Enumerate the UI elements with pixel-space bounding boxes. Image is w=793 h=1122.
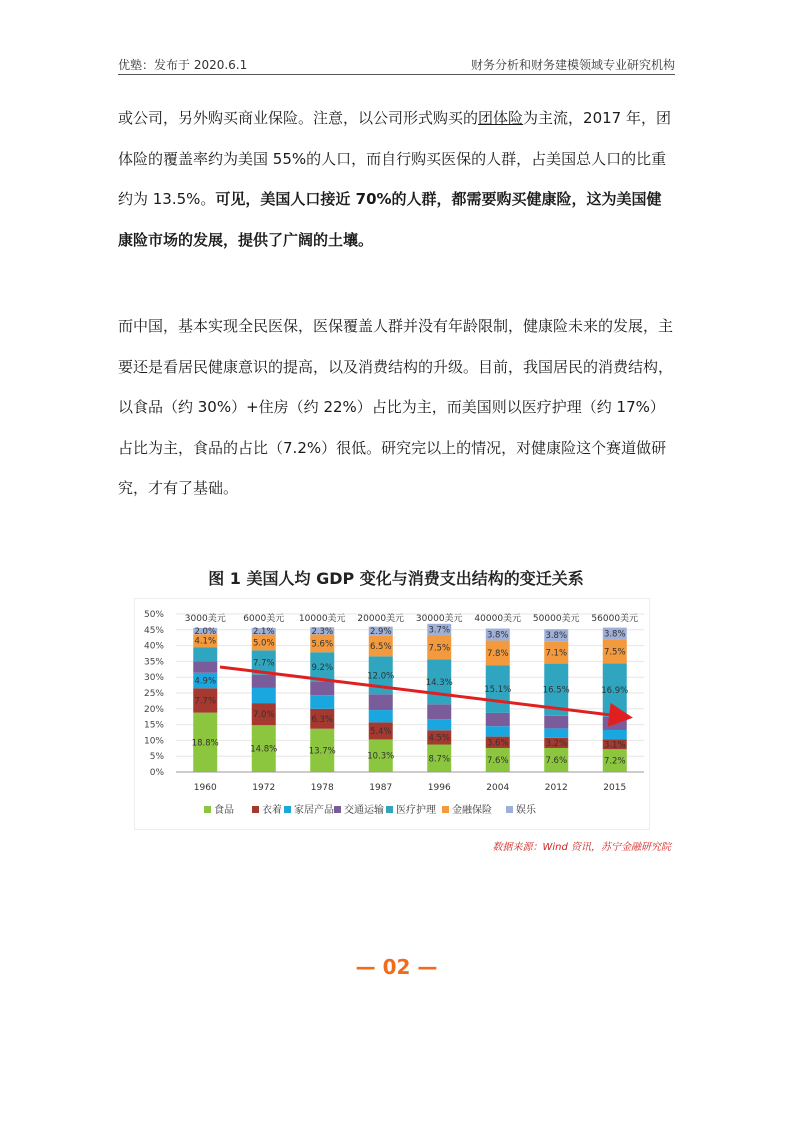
legend-swatch <box>506 806 513 813</box>
legend-swatch <box>284 806 291 813</box>
data-label: 18.8% <box>191 738 219 749</box>
bar-segment <box>252 688 276 703</box>
bar-segment <box>603 730 627 739</box>
data-label: 7.1% <box>545 648 568 659</box>
data-label: 2.1% <box>252 627 275 638</box>
bar-segment <box>369 710 393 722</box>
bar-segment <box>603 717 627 730</box>
data-label: 3.1% <box>603 740 626 751</box>
data-label: 9.2% <box>311 662 334 673</box>
data-label: 5.6% <box>311 639 334 650</box>
data-label: 7.6% <box>545 755 568 766</box>
legend-swatch <box>252 806 259 813</box>
data-label: 15.1% <box>484 685 512 696</box>
data-label: 4.9% <box>194 676 217 687</box>
y-tick-label: 50% <box>143 610 164 620</box>
data-label: 2.9% <box>369 627 392 638</box>
y-tick-label: 0% <box>149 768 164 778</box>
header-right: 财务分析和财务建模领域专业研究机构 <box>470 58 675 72</box>
y-tick-label: 30% <box>143 673 164 684</box>
data-label: 7.6% <box>486 755 509 766</box>
gdp-label: 30000美元 <box>415 614 463 624</box>
paragraph-2: 而中国，基本实现全民医保，医保覆盖人群并没有年龄限制，健康险未来的发展，主要还是看居民健康意识的提高，以及消费结构的升级。目前，我国居民的消费结构，以食品（约 30%）+住房（约 22%）占比为主，而美国则以医疗护理（约 17%）占比为主，食品的占比（7.2%）很低。研究完以上的情况，对健康险这个赛道做研究，才有了基础。 <box>118 317 674 497</box>
data-label: 3.8% <box>486 630 509 641</box>
bar-segment <box>544 728 568 737</box>
bar-segment <box>427 719 451 730</box>
bar-segment <box>486 726 510 736</box>
data-label: 4.1% <box>194 636 217 647</box>
legend-item: 食品 <box>214 805 234 816</box>
data-label: 2.0% <box>194 627 217 638</box>
data-label: 3.7% <box>428 625 451 636</box>
legend-item: 娱乐 <box>516 805 536 816</box>
y-tick-label: 20% <box>143 704 164 715</box>
stacked-bar-chart <box>134 598 650 830</box>
figure-title: 图 1 美国人均 GDP 变化与消费支出结构的变迁关系 <box>208 569 584 588</box>
paragraph-1-text-b: 为主流，2017 年，团体险的覆盖率约为美国 55%的人口，而自行购买医保的人群，占美国总人口的比重约为 13.5%。 <box>118 109 671 208</box>
legend-item: 交通运输 <box>344 805 384 816</box>
y-tick-label: 5% <box>149 752 164 763</box>
bar-segment <box>193 661 217 672</box>
bar-segment <box>193 647 217 661</box>
data-label: 6.5% <box>369 642 392 653</box>
data-label: 3.8% <box>603 629 626 640</box>
x-tick-label: 1972 <box>252 783 276 793</box>
y-tick-label: 45% <box>143 625 164 636</box>
data-label: 4.5% <box>428 733 451 744</box>
legend-swatch <box>386 806 393 813</box>
data-label: 10.3% <box>367 751 395 762</box>
header-divider <box>118 74 675 75</box>
figure-source: 数据来源：Wind 资讯，苏宁金融研究院 <box>492 842 671 853</box>
data-label: 7.7% <box>252 658 275 669</box>
bar-segment <box>486 713 510 726</box>
y-tick-label: 35% <box>143 657 164 668</box>
data-label: 5.0% <box>252 638 275 649</box>
legend-item: 医疗护理 <box>396 805 436 816</box>
x-tick-label: 2004 <box>486 783 510 793</box>
y-tick-label: 10% <box>143 736 164 747</box>
gdp-label: 50000美元 <box>532 614 580 624</box>
bar-segment <box>310 695 334 709</box>
header-left: 优塾：发布于 2020.6.1 <box>118 58 248 72</box>
data-label: 3.2% <box>545 738 568 749</box>
legend-item: 家居产品 <box>294 805 334 816</box>
data-label: 16.9% <box>601 685 629 696</box>
paragraph-1-emphasis: 可见，美国人口接近 70%的人群，都需要购买健康险，这为美国健康险市场的发展，提供了广阔的土壤。 <box>118 190 662 249</box>
y-tick-label: 25% <box>143 689 164 699</box>
data-label: 7.2% <box>603 756 626 767</box>
data-label: 7.7% <box>194 696 217 707</box>
x-tick-label: 1987 <box>369 783 393 793</box>
data-label: 5.4% <box>369 726 392 737</box>
gdp-label: 10000美元 <box>298 614 346 624</box>
legend-swatch <box>334 806 341 813</box>
data-label: 14.8% <box>250 744 278 755</box>
paragraph-1 <box>118 98 674 260</box>
bar-segment <box>252 675 276 688</box>
gdp-label: 6000美元 <box>243 614 285 624</box>
x-tick-label: 2015 <box>603 783 627 793</box>
gdp-label: 3000美元 <box>184 614 226 624</box>
y-tick-label: 15% <box>143 720 164 731</box>
data-label: 14.3% <box>425 677 453 688</box>
x-tick-label: 2012 <box>544 783 568 793</box>
bar-segment <box>310 681 334 695</box>
data-label: 3.6% <box>486 738 509 749</box>
bar-segment <box>369 694 393 710</box>
page-header <box>118 56 675 76</box>
gdp-label: 56000美元 <box>591 614 639 624</box>
gdp-label: 40000美元 <box>474 614 522 624</box>
x-tick-label: 1978 <box>310 783 334 793</box>
gdp-label: 20000美元 <box>357 614 405 624</box>
data-label: 16.5% <box>542 685 570 696</box>
data-label: 8.7% <box>428 754 451 765</box>
data-label: 7.5% <box>428 643 451 654</box>
y-tick-label: 40% <box>143 641 164 652</box>
data-label: 2.3% <box>311 626 334 637</box>
paragraph-1-text-a: 或公司，另外购买商业保险。注意，以公司形式购买的 <box>118 109 479 127</box>
bar-segment <box>544 716 568 729</box>
legend-item: 衣着 <box>262 805 282 816</box>
bar-segment <box>427 704 451 719</box>
x-tick-label: 1960 <box>193 783 217 793</box>
data-label: 7.5% <box>603 647 626 658</box>
legend-item: 金融保险 <box>452 805 492 816</box>
data-label: 13.7% <box>308 746 336 757</box>
data-label: 7.8% <box>486 648 509 659</box>
data-label: 6.3% <box>311 714 334 725</box>
page-number: — 02 — <box>355 955 438 979</box>
data-label: 12.0% <box>367 671 395 682</box>
legend-swatch <box>442 806 449 813</box>
data-label: 7.0% <box>252 710 275 721</box>
x-tick-label: 1996 <box>427 783 451 793</box>
legend-swatch <box>204 806 211 813</box>
group-insurance-term: 团体险 <box>478 109 524 127</box>
data-label: 3.8% <box>545 631 568 642</box>
